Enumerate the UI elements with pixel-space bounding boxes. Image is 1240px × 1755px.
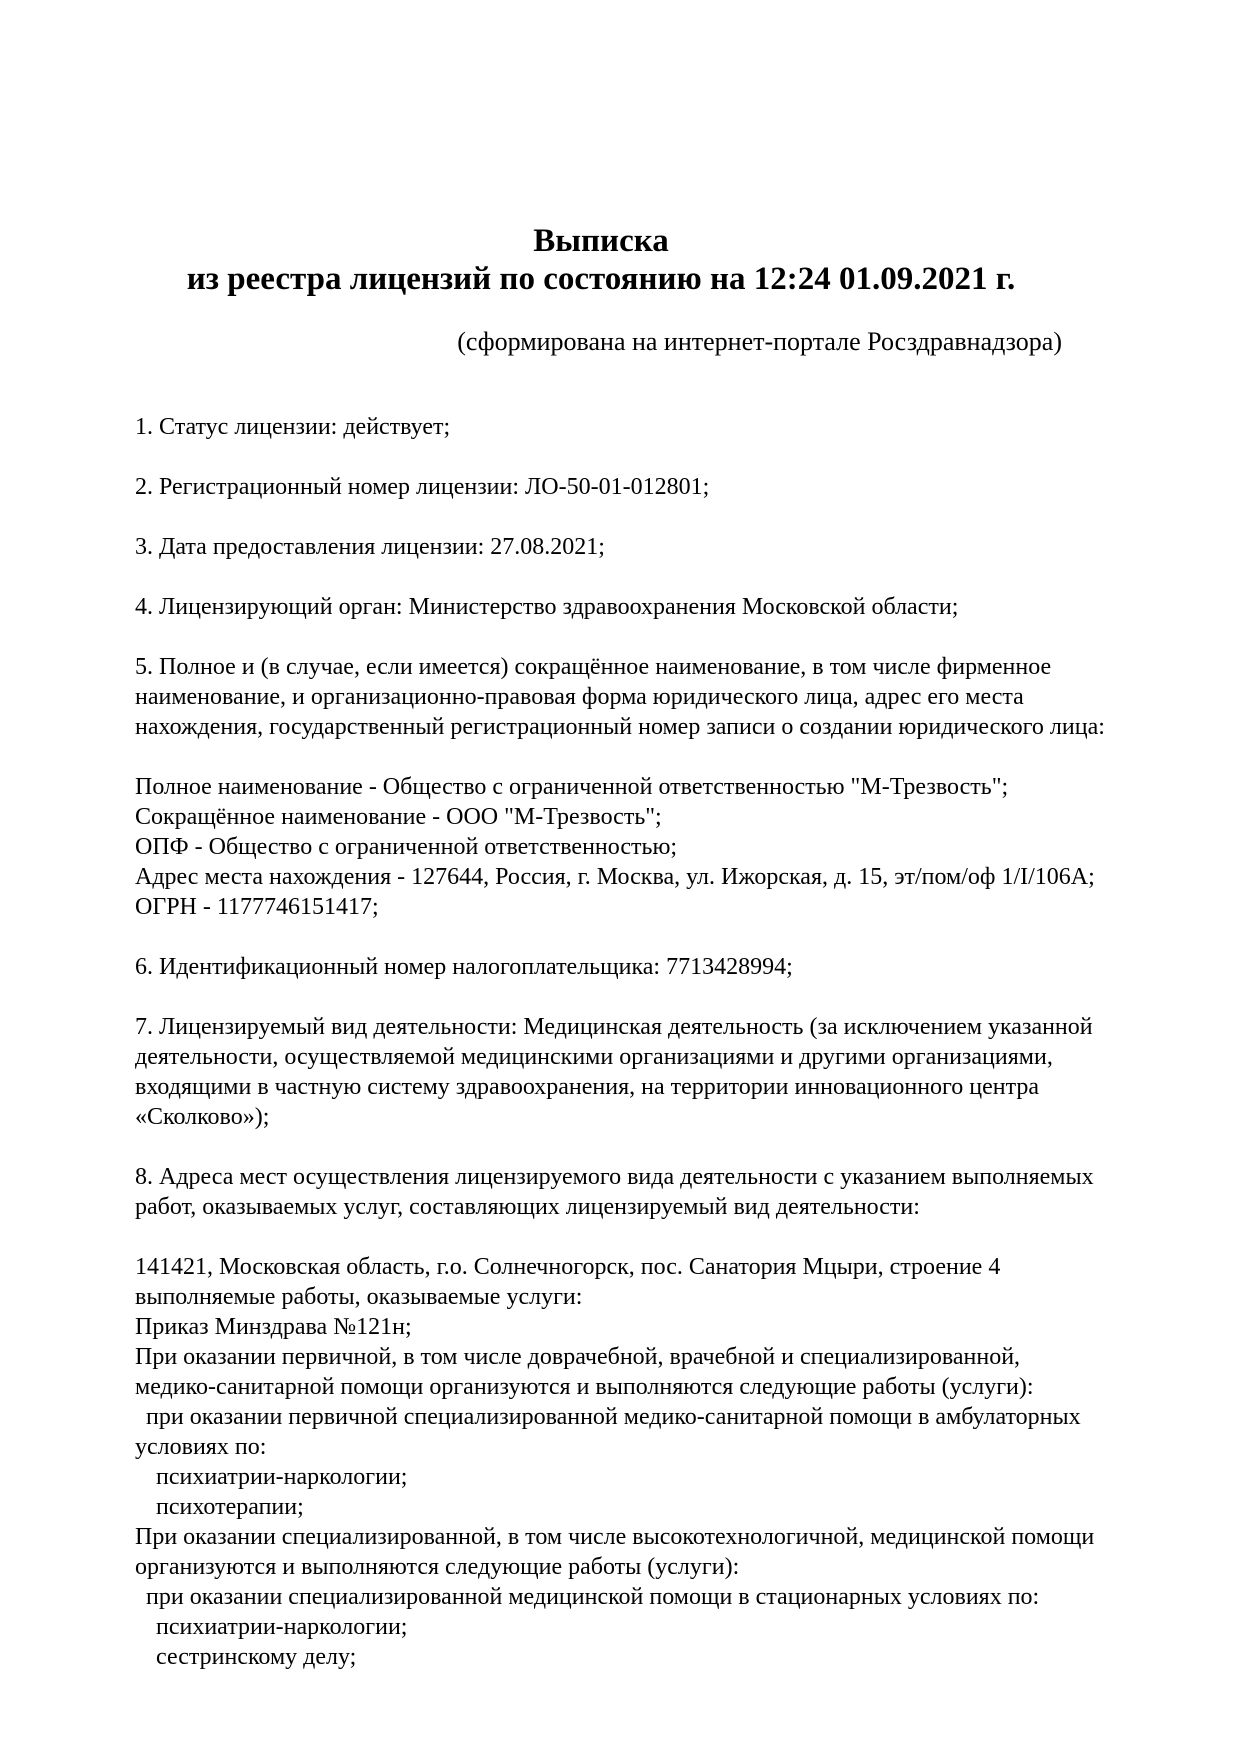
doc-line: психиатрии-наркологии;	[156, 1464, 408, 1490]
doc-line: психиатрии-наркологии;	[156, 1614, 408, 1640]
doc-line: 7. Лицензируемый вид деятельности: Медицинская деятельность (за исключением указанной	[135, 1014, 1093, 1040]
line-licensing-authority: 4. Лицензирующий орган: Министерство здравоохранения Московской области;	[135, 594, 959, 620]
line-short-name: Сокращённое наименование - ООО "М-Трезвость";	[135, 804, 662, 830]
doc-line: «Сколково»);	[135, 1104, 270, 1130]
doc-line: 5. Полное и (в случае, если имеется) сокращённое наименование, в том числе фирменное	[135, 654, 1052, 680]
line-license-status: 1. Статус лицензии: действует;	[135, 414, 451, 440]
paragraph-taxpayer-number	[135, 952, 1117, 982]
document-title	[135, 222, 1117, 298]
doc-line: условиях по:	[135, 1434, 267, 1460]
document-body	[135, 412, 1117, 1672]
paragraph-licensed-activity	[135, 1012, 1117, 1132]
line-opf: ОПФ - Общество с ограниченной ответственностью;	[135, 834, 678, 860]
line-work-address: 141421, Московская область, г.о. Солнечногорск, пос. Санатория Мцыри, строение 4	[135, 1254, 1001, 1280]
doc-line: работ, оказываемых услуг, составляющих лицензируемый вид деятельности:	[135, 1194, 920, 1220]
doc-line: при оказании первичной специализированной медико-санитарной помощи в амбулаторных	[146, 1404, 1081, 1430]
document-subtitle: (сформирована на интернет-портале Росздравнадзора)	[457, 327, 1062, 356]
doc-line: входящими в частную систему здравоохранения, на территории инновационного центра	[135, 1074, 1040, 1100]
line-license-date: 3. Дата предоставления лицензии: 27.08.2021;	[135, 534, 605, 560]
document-title-line1: Выписка	[533, 223, 669, 259]
paragraph-addresses-heading	[135, 1162, 1117, 1222]
doc-line: организуются и выполняются следующие работы (услуги):	[135, 1554, 740, 1580]
line-full-name: Полное наименование - Общество с ограниченной ответственностью "М-Трезвость";	[135, 774, 1009, 800]
document-title-line2: из реестра лицензий по состоянию на 12:24 01.09.2021 г.	[186, 261, 1016, 297]
paragraph-org-name-heading	[135, 652, 1117, 742]
paragraph-license-status	[135, 412, 1117, 442]
paragraph-address-works	[135, 1252, 1117, 1672]
doc-line: психотерапии;	[156, 1494, 304, 1520]
line-address: Адрес места нахождения - 127644, Россия, г. Москва, ул. Ижорская, д. 15, эт/пом/оф 1/I/106А;	[135, 864, 1095, 890]
paragraph-license-date	[135, 532, 1117, 562]
doc-line: медико-санитарной помощи организуются и выполняются следующие работы (услуги):	[135, 1374, 1034, 1400]
line-minzdrav-order: Приказ Минздрава №121н;	[135, 1314, 412, 1340]
doc-line: При оказании специализированной, в том числе высокотехнологичной, медицинской помощи	[135, 1524, 1095, 1550]
doc-line: при оказании специализированной медицинской помощи в стационарных условиях по:	[146, 1584, 1040, 1610]
line-inn: 6. Идентификационный номер налогоплательщика: 7713428994;	[135, 954, 793, 980]
doc-line: деятельности, осуществляемой медицинскими организациями и другими организациями,	[135, 1044, 1053, 1070]
doc-line: нахождения, государственный регистрационный номер записи о создании юридического лица:	[135, 714, 1105, 740]
paragraph-licensing-authority	[135, 592, 1117, 622]
doc-line: наименование, и организационно-правовая форма юридического лица, адрес его места	[135, 684, 1024, 710]
paragraph-org-details	[135, 772, 1117, 922]
line-ogrn: ОГРН - 1177746151417;	[135, 894, 379, 920]
doc-line: При оказании первичной, в том числе доврачебной, врачебной и специализированной,	[135, 1344, 1021, 1370]
line-license-number: 2. Регистрационный номер лицензии: ЛО-50-01-012801;	[135, 474, 710, 500]
doc-line: сестринскому делу;	[156, 1644, 357, 1670]
doc-line: 8. Адреса мест осуществления лицензируемого вида деятельности с указанием выполняемых	[135, 1164, 1094, 1190]
paragraph-license-number	[135, 472, 1117, 502]
doc-line: выполняемые работы, оказываемые услуги:	[135, 1284, 583, 1310]
